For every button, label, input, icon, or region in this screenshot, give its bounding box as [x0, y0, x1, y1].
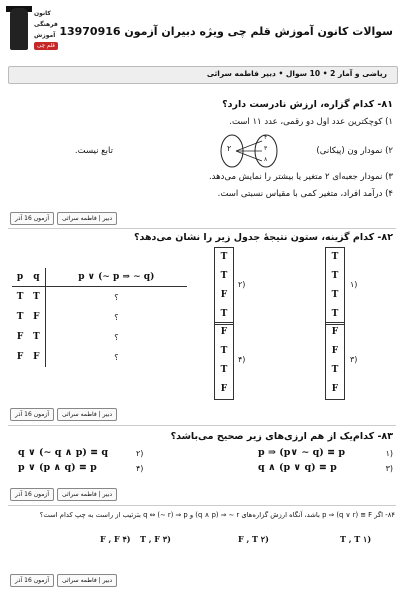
column-cell: F: [331, 327, 339, 337]
divider: [8, 425, 396, 426]
q83-title: ۸۳- کدام‌یک از هم ارزی‌های زیر صحیح می‌باشد؟: [170, 431, 393, 442]
cell-p: T: [16, 292, 24, 302]
col-header-expression: p ∨ (∼ p ⇒ ∼ q): [45, 268, 187, 287]
q82-option-4-label: ۴): [238, 355, 246, 364]
truth-table: [12, 268, 187, 367]
q83-option-4: p ∨ (p ∧ q) ≡ p: [18, 462, 97, 473]
column-cell: T: [331, 365, 339, 375]
table-row: [12, 307, 187, 327]
q84-text: ۸۴- اگر p ⇒ (q ∨ r) ≡ F باشد، آنگاه ارزش گزاره‌های q ∧ p) ⇒ ∼ r) و q ⇔ (∼ r) ⇒ p بترتیب از راست به چپ کدام است؟: [39, 511, 395, 519]
subject-bar: [8, 66, 398, 84]
venn-right-label-2: ۳: [264, 145, 268, 152]
venn-right-label-3: ۸: [264, 156, 268, 163]
q81-badges: [10, 212, 117, 225]
cell-result: ؟: [114, 312, 119, 322]
divider: [8, 228, 396, 229]
q82-option-4-column: [214, 322, 234, 400]
column-cell: F: [220, 290, 228, 300]
q83-option-2: q ∨ (∼ q ∧ p) ≡ q: [18, 447, 109, 458]
venn-diagram: [218, 132, 280, 170]
venn-right-label-1: ۴: [264, 134, 268, 141]
col-header-q: q: [28, 268, 45, 287]
venn-arrow-1: [236, 141, 262, 151]
teacher-badge: دبیر | فاطمه سراثی: [57, 212, 117, 225]
q83-option-4-label: ۴): [136, 464, 144, 473]
table-row: [12, 327, 187, 347]
logo: [6, 4, 66, 54]
exam-badge: آزمون 16 آذر: [10, 488, 54, 501]
q84-option-3: T , F ۳): [140, 534, 171, 544]
q83-option-2-label: ۲): [136, 449, 144, 458]
venn-arrow-3: [236, 151, 262, 161]
column-cell: T: [331, 309, 339, 319]
cell-p: T: [16, 312, 24, 322]
divider: [8, 505, 396, 506]
q84-badges: [10, 574, 117, 587]
logo-line-2: فرهنگی: [34, 21, 58, 28]
cell-p: F: [16, 332, 24, 342]
q82-badges: [10, 408, 117, 421]
q83-badges: [10, 488, 117, 501]
q82-option-1-label: ۱): [350, 280, 358, 289]
column-cell: F: [220, 327, 228, 337]
column-cell: T: [331, 252, 339, 262]
q82-option-2-label: ۲): [238, 280, 246, 289]
subject-bar-text: ریاضی و آمار 2 • 10 سوال • دبیر فاطمه سراثی: [206, 69, 387, 78]
col-header-p: p: [12, 268, 28, 287]
column-cell: T: [331, 290, 339, 300]
q81-option-3: ۳) نمودار جعبه‌ای ۲ متغیر یا بیشتر را نمایش می‌دهد.: [208, 172, 393, 182]
q82-option-3-column: [325, 322, 345, 400]
cell-result: ؟: [114, 352, 119, 362]
exam-badge: آزمون 16 آذر: [10, 212, 54, 225]
q82-option-1-column: [325, 247, 345, 325]
table-row: [12, 347, 187, 367]
cell-result: ؟: [114, 292, 119, 302]
logo-line-1: کانون: [34, 10, 51, 17]
teacher-badge: دبیر | فاطمه سراثی: [57, 408, 117, 421]
cell-q: F: [28, 347, 45, 367]
q83-option-3-label: ۳): [385, 464, 393, 473]
venn-left-label: ۲: [227, 144, 232, 153]
logo-badge: قلم چی: [34, 42, 58, 50]
cell-q: F: [28, 307, 45, 327]
column-cell: T: [220, 252, 228, 262]
q82-title: ۸۲- کدام گزینه، ستون نتیجهٔ جدول زیر را نشان می‌دهد؟: [133, 232, 393, 243]
column-cell: F: [331, 346, 339, 356]
q81-title: ۸۱- کدام گزاره، ارزش نادرست دارد؟: [222, 99, 393, 110]
q82-option-3-label: ۳): [350, 355, 358, 364]
column-cell: F: [331, 384, 339, 394]
q81-option-2-label: ۲) نمودار ون (پیکانی): [316, 146, 393, 156]
logo-figure-icon: [10, 8, 28, 50]
column-cell: F: [220, 384, 228, 394]
page-title: سوالات کانون آموزش قلم چی ویژه دبیران آزمون 13970916: [59, 25, 393, 38]
q81-option-1: ۱) کوچکترین عدد اول دو رقمی، عدد ۱۱ است.: [229, 117, 393, 127]
logo-line-3: آموزش: [34, 32, 56, 39]
cell-q: T: [28, 327, 45, 347]
column-cell: T: [220, 346, 228, 356]
exam-badge: آزمون 16 آذر: [10, 574, 54, 587]
cell-result: ؟: [114, 332, 119, 342]
q83-option-3: q ∧ (p ∨ q) ≡ p: [258, 462, 337, 473]
column-cell: T: [220, 271, 228, 281]
cell-p: F: [16, 352, 24, 362]
teacher-badge: دبیر | فاطمه سراثی: [57, 488, 117, 501]
cell-q: T: [28, 287, 45, 308]
table-row: [12, 287, 187, 308]
column-cell: T: [220, 309, 228, 319]
column-cell: T: [220, 365, 228, 375]
q84-option-2: F , T ۲): [238, 534, 269, 544]
exam-badge: آزمون 16 آذر: [10, 408, 54, 421]
teacher-badge: دبیر | فاطمه سراثی: [57, 574, 117, 587]
q83-option-1: p ⇒ (p∨ ∼ q) ≡ p: [258, 447, 345, 458]
q83-option-1-label: ۱): [385, 449, 393, 458]
q84-option-1: T , T ۱): [340, 534, 372, 544]
q81-option-2-suffix: تابع نیست.: [74, 146, 113, 156]
q82-option-2-column: [214, 247, 234, 325]
q81-option-4: ۴) درآمد افراد، متغیر کمی با مقیاس نسبتی است.: [217, 189, 393, 199]
q84-option-4: F , F ۴): [100, 534, 131, 544]
column-cell: T: [331, 271, 339, 281]
